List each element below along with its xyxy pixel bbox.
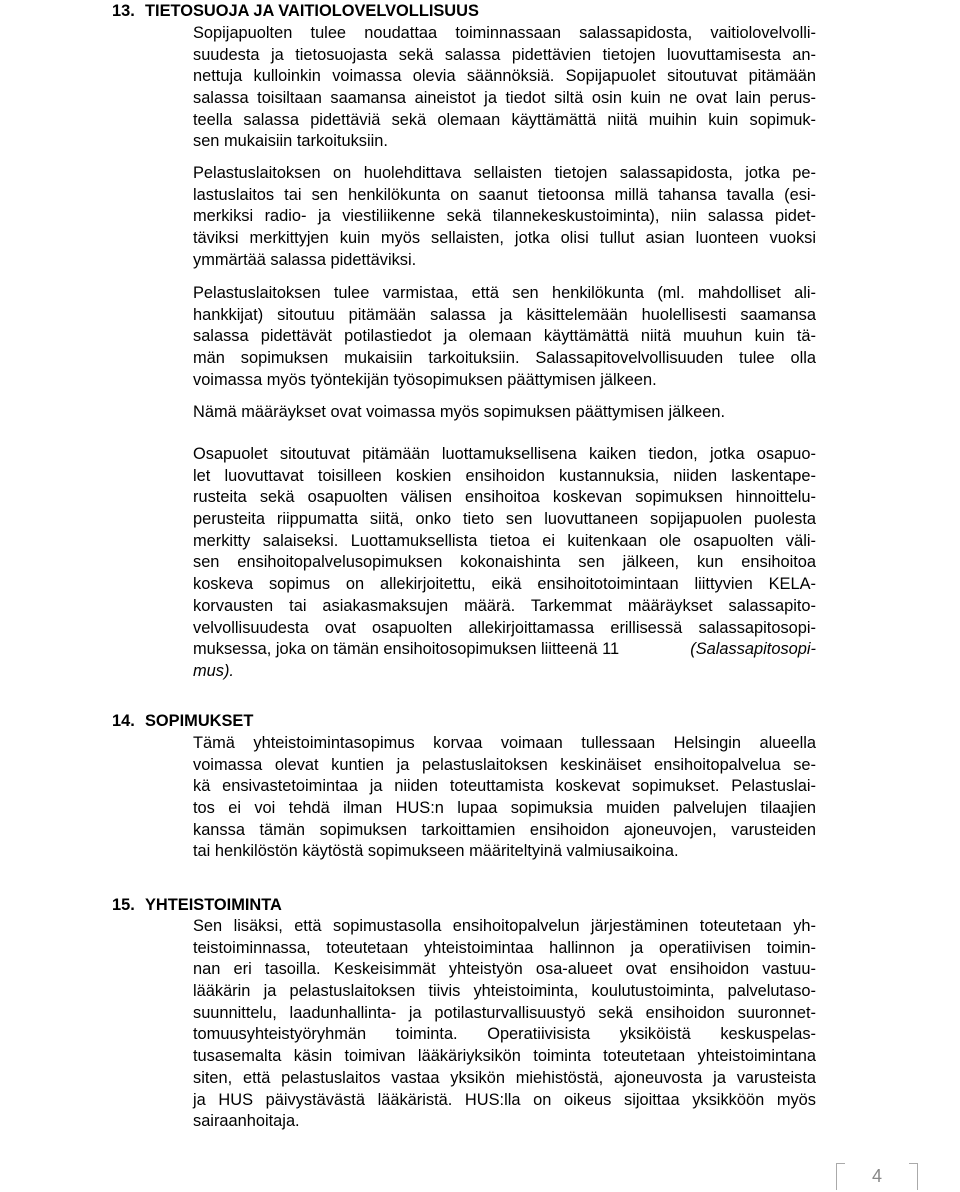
text-line: män sopimuksen mukaisiin tarkoituksiin. Salassapitovelvollisuuden tulee olla [193, 349, 816, 368]
text-line: tomuusyhteistyöryhmän toiminta. Operatiivisista yksiköistä keskuspelas- [193, 1025, 816, 1044]
text-segment: muksessa, joka on tämän ensihoitosopimuksen liitteenä 11 [193, 640, 620, 659]
text-line: voimassa myös työntekijän työsopimuksen päättymisen jälkeen. [193, 370, 657, 389]
page-number-bracket-left [836, 1163, 845, 1190]
section-15-title: YHTEISTOIMINTA [145, 896, 282, 914]
text-line: kä ensivastetoimintaa ja niiden toteuttamista koskevat sopimukset. Pelastuslai- [193, 777, 816, 796]
text-line: suudesta ja tietosuojasta sekä salassa pidettävien tietojen luovuttamisesta an- [193, 45, 816, 64]
text-line: merkiksi radio- ja viestiliikenne sekä tilannekeskustoiminta), niin salassa pidet- [193, 207, 816, 226]
text-line: merkitty salaiseksi. Luottamuksellista tietoa ei kuitenkaan ole osapuolten väli- [193, 531, 816, 550]
text-line: Nämä määräykset ovat voimassa myös sopimuksen päättymisen jälkeen. [193, 403, 726, 421]
text-line: suunnittelu, laadunhallinta- ja potilasturvallisuustyö sekä ensihoidon suuronnet- [193, 1003, 816, 1022]
section-15-number: 15. [112, 896, 135, 914]
section-14-title: SOPIMUKSET [145, 712, 254, 730]
text-line [193, 661, 816, 683]
italic-reference: mus). [193, 661, 234, 680]
section-13-heading [112, 0, 479, 22]
text-line: voimassa olevat kuntien ja pelastuslaitoksen keskinäiset ensihoitopalvelua se- [193, 755, 816, 774]
text-line: Tämä yhteistoimintasopimus korvaa voimaan tullessaan Helsingin alueella [193, 734, 816, 752]
text-line: tusasemalta käsin toimivan lääkäriyksikön toiminta toteutetaan yhteistoimintana [193, 1047, 816, 1066]
page-number [836, 1163, 918, 1189]
text-line: velvollisuudesta ovat osapuolten allekirjoittamassa erillisessä salassapitosopi- [193, 618, 816, 637]
text-line: korvausten tai asiakasmaksujen määrä. Tarkemmat määräykset salassapito- [193, 596, 816, 615]
section-14-number: 14. [112, 712, 135, 730]
section-13-paragraph-4 [193, 402, 816, 424]
text-line: ymmärtää salassa pidettäviksi. [193, 250, 417, 269]
section-15-heading [112, 894, 282, 916]
section-13-paragraph-3 [193, 283, 816, 391]
text-line: salassa toisiltaan saamansa aineistot ja tiedot siltä osin kuin ne ovat lain perus- [193, 89, 816, 108]
text-line: Osapuolet sitoutuvat pitämään luottamuksellisena kaiken tiedon, jotka osapuo- [193, 445, 816, 463]
text-line: siten, että pelastuslaitos vastaa yksikön miehistöstä, ajoneuvosta ja varusteista [193, 1068, 816, 1087]
section-15-paragraph-1 [193, 916, 816, 1133]
text-line: Sen lisäksi, että sopimustasolla ensihoitopalvelun järjestäminen toteutetaan yh- [193, 917, 816, 935]
text-line: sen ensihoitopalvelusopimuksen kokonaishinta sen jälkeen, kun ensihoitoa [193, 553, 816, 572]
text-line: nettuja kulloinkin voimassa olevia säännöksiä. Sopijapuolet sitoutuvat pitämään [193, 67, 816, 86]
text-line: tai henkilöstön käytöstä sopimukseen määriteltyinä valmiusaikoina. [193, 842, 679, 861]
text-line: lääkärin ja pelastuslaitoksen tiivis yhteistoiminta, koulutustoiminta, palvelutaso- [193, 982, 816, 1001]
text-line: tos ei voi tehdä ilman HUS:n lupaa sopimuksia muiden palvelujen tilaajien [193, 799, 816, 818]
text-line: nan eri tasoilla. Keskeisimmät yhteistyön osa-alueet ovat ensihoidon vastuu- [193, 960, 816, 979]
page-number-value: 4 [871, 1166, 882, 1186]
text-line: Pelastuslaitoksen on huolehdittava sellaisten tietojen salassapidosta, jotka pe- [193, 164, 816, 182]
section-13-paragraph-5 [193, 444, 816, 683]
text-line: koskeva sopimus on allekirjoitettu, eikä ensihoitotoimintaan liittyvien KELA- [193, 575, 816, 594]
text-line: salassa pidettävät potilastiedot ja olemaan käyttämättä niitä muuhun kuin tä- [193, 327, 816, 346]
section-13-paragraph-2 [193, 163, 816, 271]
section-13-title: TIETOSUOJA JA VAITIOLOVELVOLLISUUS [145, 2, 479, 20]
section-14-heading [112, 710, 253, 732]
text-line: hankkijat) sitoutuu pitämään salassa ja käsittelemään huolellisesti saamansa [193, 305, 816, 324]
text-line: ja HUS päivystävästä lääkäristä. HUS:lla on oikeus sijoittaa yksikköön myös [193, 1090, 816, 1109]
text-line: perusteita riippumatta siitä, onko tieto sen luovuttaneen sopijapuolen puolesta [193, 510, 816, 529]
section-13-number: 13. [112, 2, 135, 20]
section-13-paragraph-1 [193, 23, 816, 153]
text-line: teella salassa pidettäviä sekä olemaan käyttämättä niitä muihin kuin sopimuk- [193, 110, 816, 129]
text-line: lastuslaitos tai sen henkilökunta on saanut tietoonsa millä tahansa tavalla (esi- [193, 185, 816, 204]
text-line: täviksi merkittyjen kuin myös sellaisten, jotka olisi tullut asian luonteen vuoksi [193, 229, 816, 248]
text-line: sairaanhoitaja. [193, 1112, 300, 1131]
text-line: rusteita sekä osapuolten välisen ensihoitoa koskevan sopimuksen hinnoittelu- [193, 488, 816, 507]
text-line: let luovuttavat toisilleen koskien ensihoidon kustannuksia, niiden laskentape- [193, 466, 816, 485]
page-number-bracket-right [909, 1163, 918, 1190]
text-line: Pelastuslaitoksen tulee varmistaa, että sen henkilökunta (ml. mahdolliset ali- [193, 284, 816, 302]
text-line: kanssa tämän sopimuksen tarkoittamien ensihoidon ajoneuvojen, varusteiden [193, 820, 816, 839]
text-line: Sopijapuolten tulee noudattaa toiminnassaan salassapidosta, vaitiolovelvolli- [193, 24, 816, 42]
italic-reference: (Salassapitosopi- [690, 640, 816, 659]
section-14-paragraph-1 [193, 733, 816, 863]
text-line: teistoiminnassa, toteutetaan yhteistoimintaa hallinnon ja operatiivisen toimin- [193, 938, 816, 957]
text-line [193, 639, 816, 661]
text-line: sen mukaisiin tarkoituksiin. [193, 132, 388, 151]
